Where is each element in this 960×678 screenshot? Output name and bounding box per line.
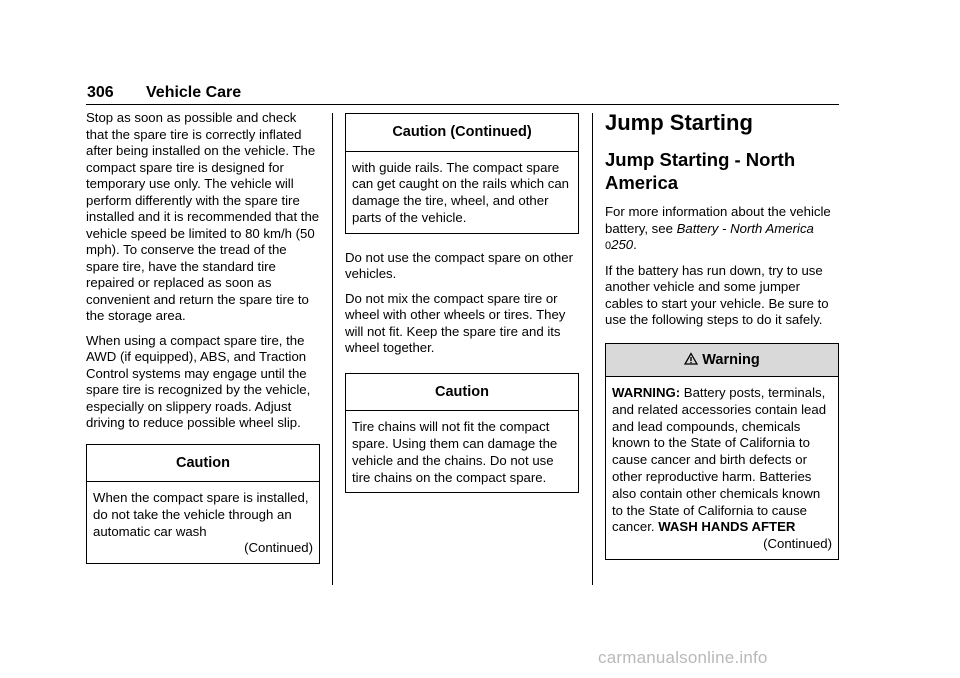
caution-title: Caution (Continued) [346, 114, 578, 152]
heading-jump-starting: Jump Starting [605, 110, 753, 135]
warning-body: WARNING: Battery posts, terminals, and related accessories contain lead and lead compounds, chemicals known to the State of California to cause cancer and birth defects or other reproductive harm. Batteries also contain other chemicals known to the State of California to cause cancer. WASH HANDS AFTER [612, 385, 827, 535]
warning-header [606, 344, 838, 378]
caution-box [86, 444, 320, 565]
column-3 [605, 110, 839, 560]
paragraph: When using a compact spare tire, the AWD (if equipped), ABS, and Traction Control systems may engage until the spare tire is recognized by the vehicle, especially on slippery roads. Adjust driving to reduce possible wheel slip. [86, 332, 311, 430]
column-1 [86, 110, 320, 564]
paragraph: Stop as soon as possible and check that the spare tire is correctly inflated after being installed on the vehicle. The compact spare tire is designed for temporary use only. The vehicle will perform differently with the spare tire installed and it is recommended that the vehicle speed be limited to 80 km/h (50 mph). To conserve the tread of the spare tire, have the standard tire repaired or replaced as soon as convenient and return the spare tire to the storage area. [86, 110, 320, 323]
paragraph: Do not mix the compact spare tire or wheel with other wheels or tires. They will not fit. Keep the spare tire and its wheel together. [345, 290, 566, 356]
caution-body: Tire chains will not fit the compact spare. Using them can damage the vehicle and the chains. Do not use tire chains on the compact spare. [352, 419, 558, 485]
warning-title: Warning [702, 351, 760, 368]
caution-box [345, 373, 579, 494]
caution-title: Caution [346, 374, 578, 412]
column-2 [345, 113, 579, 493]
paragraph: For more information about the vehicle battery, see Battery - North America 0250. [605, 204, 831, 252]
column-divider [592, 113, 593, 585]
watermark: carmanualsonline.info [598, 648, 768, 667]
paragraph: Do not use the compact spare on other vehicles. [345, 249, 573, 282]
reference-page[interactable]: 250 [611, 237, 634, 252]
page-reference-icon: 0 [605, 240, 612, 252]
column-divider [332, 113, 333, 585]
warning-triangle-icon [684, 352, 698, 366]
caution-body: When the compact spare is installed, do not take the vehicle through an automatic car wash [93, 490, 309, 539]
caution-body: with guide rails. The compact spare can get caught on the rails which can damage the tire, wheel, and other parts of the vehicle. [352, 159, 569, 225]
page-number: 306 [87, 84, 114, 101]
warning-box [605, 343, 839, 560]
continued-label: (Continued) [763, 536, 832, 552]
heading-jump-starting-na: Jump Starting - North America [605, 149, 796, 193]
continued-label: (Continued) [244, 540, 313, 556]
paragraph: If the battery has run down, try to use another vehicle and some jumper cables to start your vehicle. Be sure to use the following steps to do it safely. [605, 262, 829, 327]
caution-title: Caution [87, 445, 319, 483]
page-header [86, 80, 839, 105]
section-title: Vehicle Care [146, 84, 242, 101]
cross-reference-link[interactable]: Battery - North America [676, 220, 814, 236]
caution-continued-box [345, 113, 579, 234]
